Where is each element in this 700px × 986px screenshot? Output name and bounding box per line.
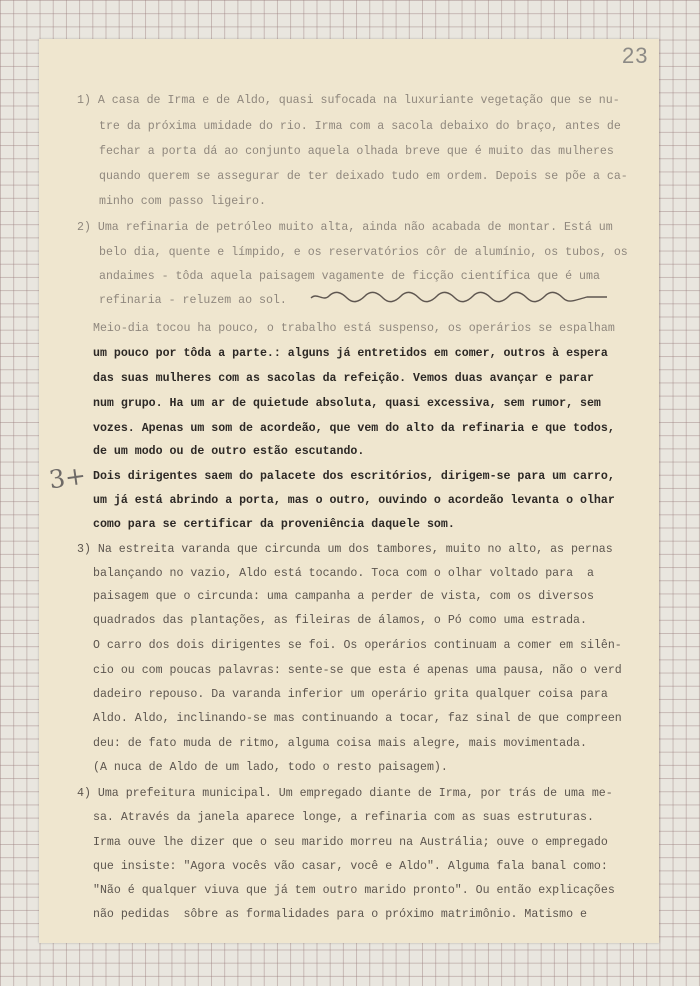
text-line: cio ou com poucas palavras: sente-se que esta é apenas uma pausa, não o verd [93, 664, 622, 677]
text-line: 2) Uma refinaria de petróleo muito alta, ainda não acabada de montar. Está um [77, 221, 613, 234]
text-line: quadrados das plantações, as fileiras de álamos, o Pó como uma estrada. [93, 614, 587, 627]
text-line: sa. Através da janela aparece longe, a refinaria com as suas estruturas. [93, 811, 594, 824]
text-line: não pedidas sôbre as formalidades para o próximo matrimônio. Matismo e [93, 908, 587, 921]
text-line: 4) Uma prefeitura municipal. Um empregado diante de Irma, por trás de uma me- [77, 787, 613, 800]
text-line: Meio-dia tocou ha pouco, o trabalho está suspenso, os operários se espalham [93, 322, 615, 335]
text-line: belo dia, quente e límpido, e os reservatórios côr de alumínio, os tubos, os [99, 246, 628, 259]
text-line: balançando no vazio, Aldo está tocando. Toca com o olhar voltado para a [93, 567, 594, 580]
typed-page [39, 39, 659, 943]
text-line: quando querem se assegurar de ter deixado tudo em ordem. Depois se põe a ca- [99, 170, 628, 183]
text-line: minho com passo ligeiro. [99, 195, 266, 208]
text-line: das suas mulheres com as sacolas da refeição. Vemos duas avançar e parar [93, 372, 594, 385]
text-line: O carro dos dois dirigentes se foi. Os operários continuam a comer em silên- [93, 639, 622, 652]
text-line: deu: de fato muda de ritmo, alguma coisa mais alegre, mais movimentada. [93, 737, 587, 750]
text-line: um pouco por tôda a parte.: alguns já entretidos em comer, outros à espera [93, 347, 608, 360]
text-line: Irma ouve lhe dizer que o seu marido morreu na Austrália; ouve o empregado [93, 836, 608, 849]
text-line: Dois dirigentes saem do palacete dos escritórios, dirigem-se para um carro, [93, 470, 615, 483]
text-line: fechar a porta dá ao conjunto aquela olhada breve que é muito das mulheres [99, 145, 614, 158]
text-line: refinaria - reluzem ao sol. [99, 294, 287, 307]
text-line: de um modo ou de outro estão escutando. [93, 445, 365, 458]
text-line: (A nuca de Aldo de um lado, todo o resto paisagem). [93, 761, 448, 774]
page-number: 23 [622, 43, 649, 68]
text-line: um já está abrindo a porta, mas o outro, ouvindo o acordeão levanta o olhar [93, 494, 615, 507]
strikethrough-scribble [309, 290, 609, 304]
text-line: paisagem que o circunda: uma campanha a perder de vista, com os diversos [93, 590, 594, 603]
text-line: num grupo. Ha um ar de quietude absoluta, quasi excessiva, sem rumor, sem [93, 397, 601, 410]
text-line: dadeiro repouso. Da varanda inferior um operário grita qualquer coisa para [93, 688, 608, 701]
margin-annotation: 3+ [47, 460, 88, 495]
text-line: como para se certificar da proveniência daquele som. [93, 518, 455, 531]
text-line: 3) Na estreita varanda que circunda um dos tambores, muito no alto, as pernas [77, 543, 613, 556]
text-line: que insiste: "Agora vocês vão casar, você e Aldo". Alguma fala banal como: [93, 860, 608, 873]
text-line: Aldo. Aldo, inclinando-se mas continuando a tocar, faz sinal de que compreen [93, 712, 622, 725]
text-line: andaimes - tôda aquela paisagem vagamente de ficção científica que é uma [99, 270, 600, 283]
text-line: tre da próxima umidade do rio. Irma com a sacola debaixo do braço, antes de [99, 120, 621, 133]
text-line: vozes. Apenas um som de acordeão, que vem do alto da refinaria e que todos, [93, 422, 615, 435]
text-line: "Não é qualquer viuva que já tem outro marido pronto". Ou então explicações [93, 884, 615, 897]
text-line: 1) A casa de Irma e de Aldo, quasi sufocada na luxuriante vegetação que se nu- [77, 94, 620, 107]
